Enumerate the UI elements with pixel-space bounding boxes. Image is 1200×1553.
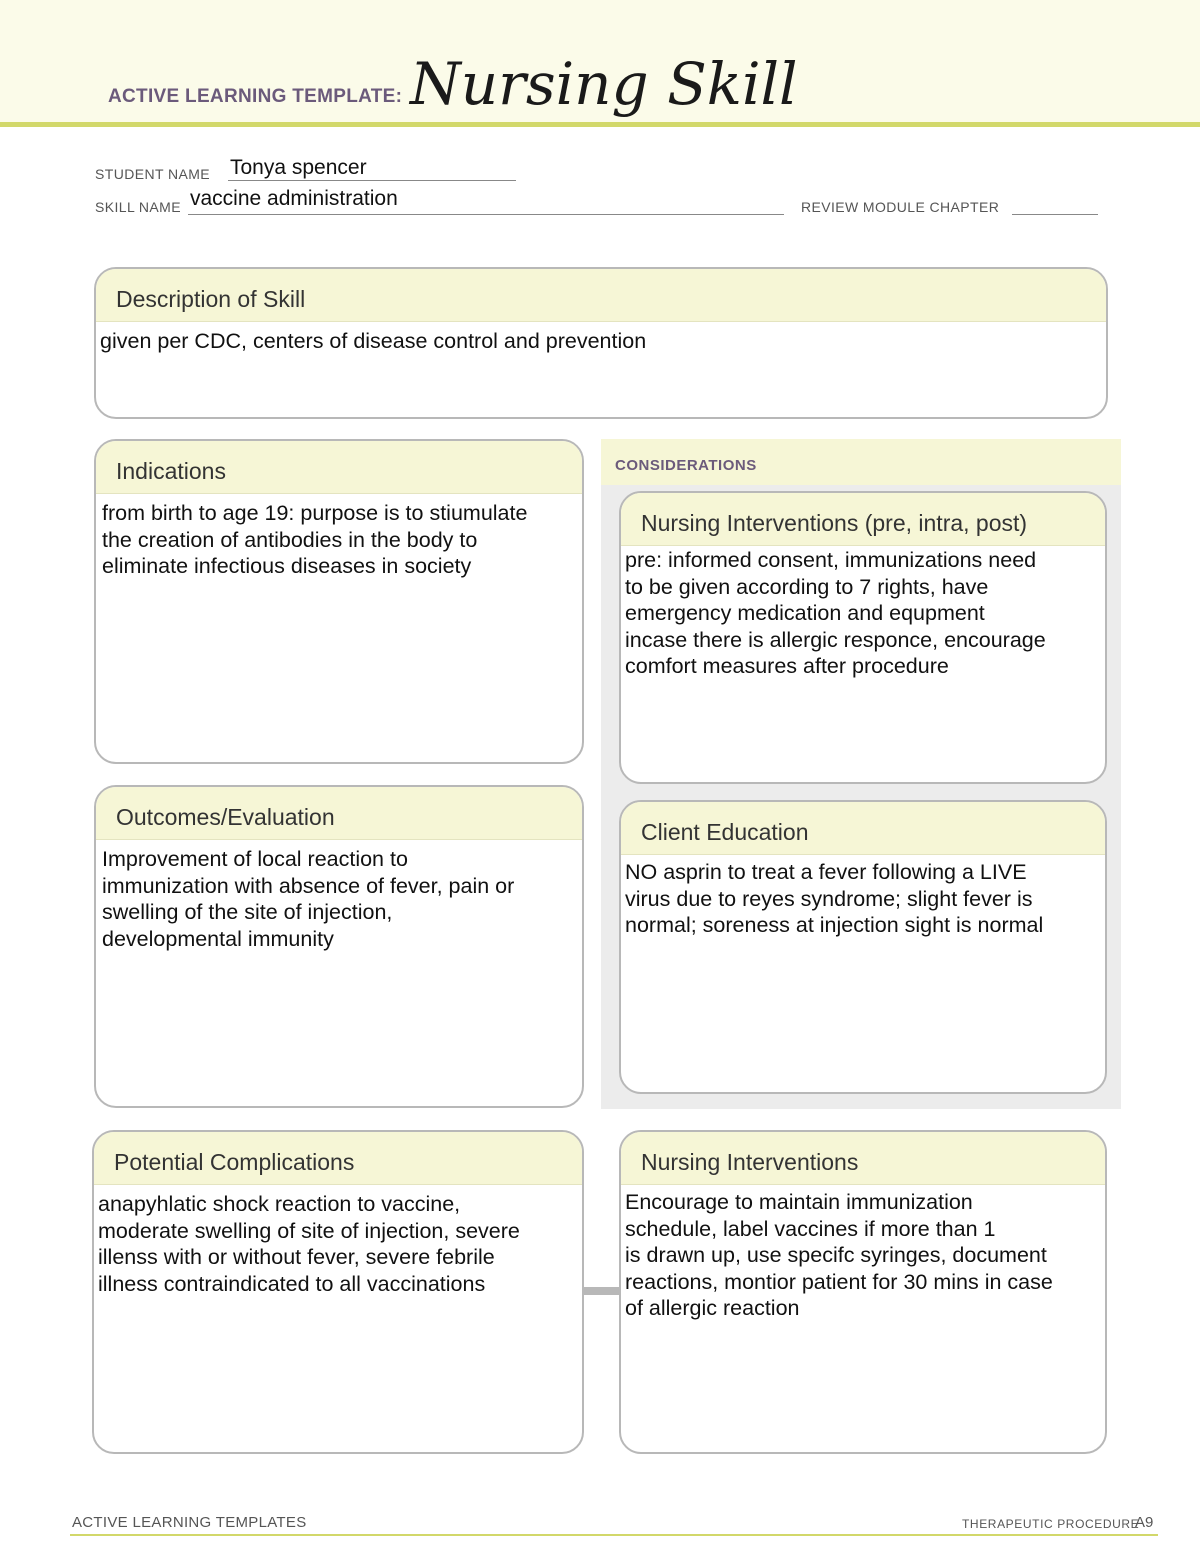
considerations-label: CONSIDERATIONS (615, 457, 757, 474)
outcomes-text[interactable]: Improvement of local reaction to immunization with absence of fever, pain or swelling of the site of injection, developmental immunity (102, 847, 515, 951)
footer-left-label: ACTIVE LEARNING TEMPLATES (72, 1514, 307, 1531)
outcomes-title: Outcomes/Evaluation (96, 787, 582, 840)
nursing-interventions-ppp-box (619, 491, 1107, 784)
skill-name-field[interactable]: vaccine administration (190, 187, 398, 210)
student-name-label: STUDENT NAME (95, 166, 210, 182)
page-title: Nursing Skill (410, 50, 798, 118)
indications-box (94, 439, 584, 764)
indications-text[interactable]: from birth to age 19: purpose is to stiumulate the creation of antibodies in the body to eliminate infectious diseases in society (102, 501, 528, 578)
header-divider (0, 122, 1200, 127)
client-education-box (619, 800, 1107, 1094)
description-title: Description of Skill (96, 269, 1106, 322)
student-name-field[interactable]: Tonya spencer (230, 156, 367, 179)
nursing-interventions-ppp-title: Nursing Interventions (pre, intra, post) (621, 493, 1105, 546)
indications-title: Indications (96, 441, 582, 494)
complications-title: Potential Complications (94, 1132, 582, 1185)
description-box (94, 267, 1108, 419)
description-text[interactable]: given per CDC, centers of disease control and prevention (100, 329, 647, 353)
skill-name-underline (188, 214, 784, 215)
nursing-interventions-text[interactable]: Encourage to maintain immunization schedule, label vaccines if more than 1 is drawn up, use specifc syringes, document reactions, montior patient for 30 mins in case of allergic reaction (625, 1190, 1053, 1320)
complications-box (92, 1130, 584, 1454)
footer-divider (70, 1534, 1158, 1536)
page-number: A9 (1135, 1514, 1154, 1531)
skill-name-label: SKILL NAME (95, 199, 181, 215)
nursing-interventions-box (619, 1130, 1107, 1454)
nursing-interventions-title: Nursing Interventions (621, 1132, 1105, 1185)
nursing-interventions-ppp-text[interactable]: pre: informed consent, immunizations need to be given according to 7 rights, have emergency medication and equpment incase there is allergic responce, encourage comfort measures after procedure (625, 548, 1046, 678)
client-education-text[interactable]: NO asprin to treat a fever following a LIVE virus due to reyes syndrome; slight fever is normal; soreness at injection sight is normal (625, 860, 1044, 937)
footer-right-label: THERAPEUTIC PROCEDURE (962, 1517, 1140, 1531)
client-education-title: Client Education (621, 802, 1105, 855)
connector-bar (583, 1287, 621, 1295)
student-name-underline (228, 180, 516, 181)
complications-text[interactable]: anapyhlatic shock reaction to vaccine, moderate swelling of site of injection, severe illenss with or without fever, severe febrile illness contraindicated to all vaccinations (98, 1192, 520, 1296)
review-module-underline (1012, 214, 1098, 215)
review-module-label: REVIEW MODULE CHAPTER (801, 199, 1000, 215)
outcomes-box (94, 785, 584, 1108)
template-label: ACTIVE LEARNING TEMPLATE: (108, 86, 403, 107)
